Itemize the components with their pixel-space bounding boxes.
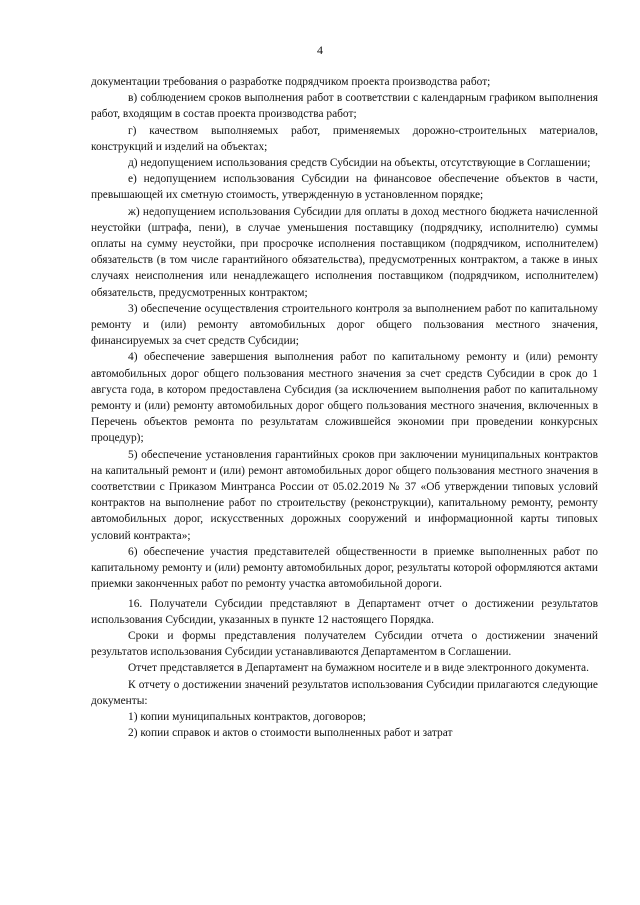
paragraph: 16. Получатели Субсидии представляют в Департамент отчет о достижении результатов использования Субсидии, указанных в пункте 12 настоящего Порядка. [91, 597, 598, 626]
paragraph: 2) копии справок и актов о стоимости выполненных работ и затрат [128, 727, 453, 740]
paragraph: д) недопущением использования средств Субсидии на объекты, отсутствующие в Соглашении; [128, 157, 591, 170]
paragraph: в) соблюдением сроков выполнения работ в соответствии с календарным графиком выполнения работ, входящим в состав проекта производства работ; [91, 92, 598, 121]
paragraph: 5) обеспечение установления гарантийных сроков при заключении муниципальных контрактов на капитальный ремонт и (или) ремонт автомобильных дорог общего пользования местного значения в соответствии с Приказом Минтранса России от 05.02.2019 № 37 «Об утверждении типовых условий контрактов на выполнение работ по строительству (реконструкции), капитальному ремонту, ремонту автомобильных дорог, искусственных дорожных сооружений и информационной карты типовых условий контракта»; [91, 448, 598, 542]
paragraph: е) недопущением использования Субсидии на финансовое обеспечение объектов в части, превышающей их сметную стоимость, утвержденную в установленном порядке; [91, 173, 598, 202]
paragraph: Отчет представляется в Департамент на бумажном носителе и в виде электронного документа. [128, 662, 589, 675]
paragraph: К отчету о достижении значений результатов использования Субсидии прилагаются следующие документы: [91, 678, 598, 707]
paragraph: 6) обеспечение участия представителей общественности в приемке выполненных работ по капитальному ремонту и (или) ремонту автомобильных дорог, результаты которой оформляются актами приемки законченных работ по ремонту участка автомобильной дороги. [91, 545, 598, 591]
paragraph: 1) копии муниципальных контрактов, договоров; [128, 710, 366, 723]
paragraph: ж) недопущением использования Субсидии для оплаты в доход местного бюджета начисленной неустойки (штрафа, пени), в случае уменьшения поставщику (подрядчику, исполнителю) суммы оплаты на сумму неустойки, при просрочке исполнения поставщиком (подрядчиком, исполнителем) обязательств (в том числе гарантийного обязательства), предусмотренных контрактом, а также в иных случаях неисполнения или ненадлежащего исполнения поставщиком (подрядчиком, исполнителем) обязательств, предусмотренных контрактом; [91, 205, 598, 299]
document-body [91, 74, 598, 741]
paragraph: документации требования о разработке подрядчиком проекта производства работ; [91, 76, 491, 88]
paragraph: 4) обеспечение завершения выполнения работ по капитальному ремонту и (или) ремонту автомобильных дорог общего пользования местного значения за счет средств Субсидии в срок до 1 августа года, в котором предоставлена Субсидия (за исключением выполнения работ по капитальному ремонту и (или) ремонту автомобильных дорог общего пользования местного значения, включенных в Перечень объектов ремонта по результатам сложившейся экономии при проведении конкурсных процедур); [91, 351, 598, 445]
page-number: 4 [317, 43, 323, 57]
paragraph: Сроки и формы представления получателем Субсидии отчета о достижении значений результатов использования Субсидии устанавливаются Департаментом в Соглашении. [91, 629, 598, 659]
paragraph: г) качеством выполняемых работ, применяемых дорожно-строительных материалов, конструкций и изделий на объектах; [91, 124, 598, 153]
paragraph: 3) обеспечение осуществления строительного контроля за выполнением работ по капитальному ремонту и (или) ремонту автомобильных дорог общего пользования местного значения, финансируемых за счет средств Субсидии; [91, 302, 598, 348]
